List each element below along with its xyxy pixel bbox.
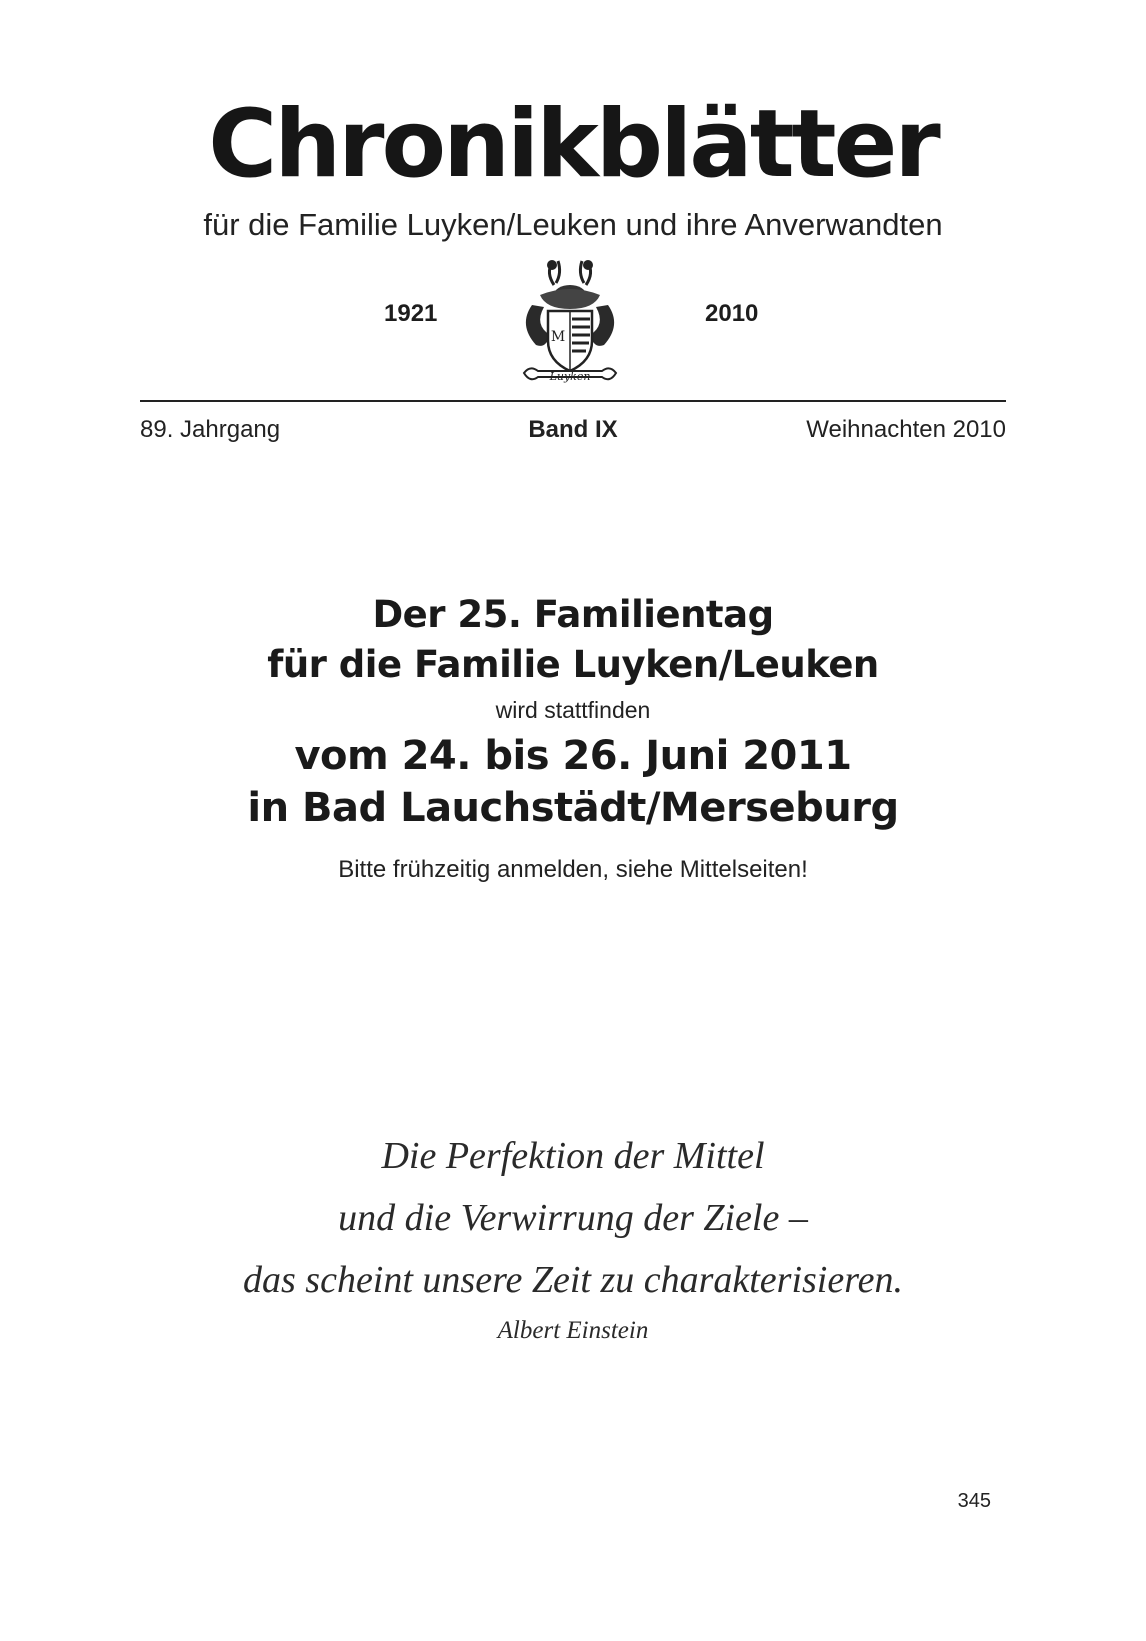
quote-author: Albert Einstein — [497, 1317, 649, 1344]
announcement-heading: Der 25. Familientag — [372, 593, 774, 636]
announcement-dates: vom 24. bis 26. Juni 2011 — [294, 733, 852, 779]
header-divider — [140, 400, 1006, 402]
page-subtitle: für die Familie Luyken/Leuken und ihre Anverwandten — [203, 207, 943, 242]
announcement-connector: wird stattfinden — [495, 697, 651, 723]
volume-band: Band IX — [528, 416, 618, 443]
page-number: 345 — [957, 1490, 991, 1512]
volume-year: 89. Jahrgang — [140, 416, 281, 443]
svg-text:M: M — [550, 329, 566, 345]
page-title: Chronikblätter — [208, 90, 938, 199]
quote-line: Die Perfektion der Mittel — [381, 1135, 765, 1177]
announcement-family: für die Familie Luyken/Leuken — [267, 643, 879, 686]
announcement — [0, 590, 1146, 884]
year-end: 2010 — [705, 300, 759, 327]
quote-line: das scheint unsere Zeit zu charakterisieren. — [243, 1259, 903, 1301]
year-start: 1921 — [384, 300, 438, 327]
family-crest-icon — [512, 255, 628, 391]
crest-banner-text: Luyken — [549, 370, 591, 383]
quote-line: und die Verwirrung der Ziele – — [338, 1197, 808, 1239]
announcement-note: Bitte frühzeitig anmelden, siehe Mittelseiten! — [338, 856, 808, 883]
quote — [0, 1125, 1146, 1345]
edition-date: Weihnachten 2010 — [806, 416, 1006, 443]
announcement-location: in Bad Lauchstädt/Merseburg — [247, 785, 899, 831]
